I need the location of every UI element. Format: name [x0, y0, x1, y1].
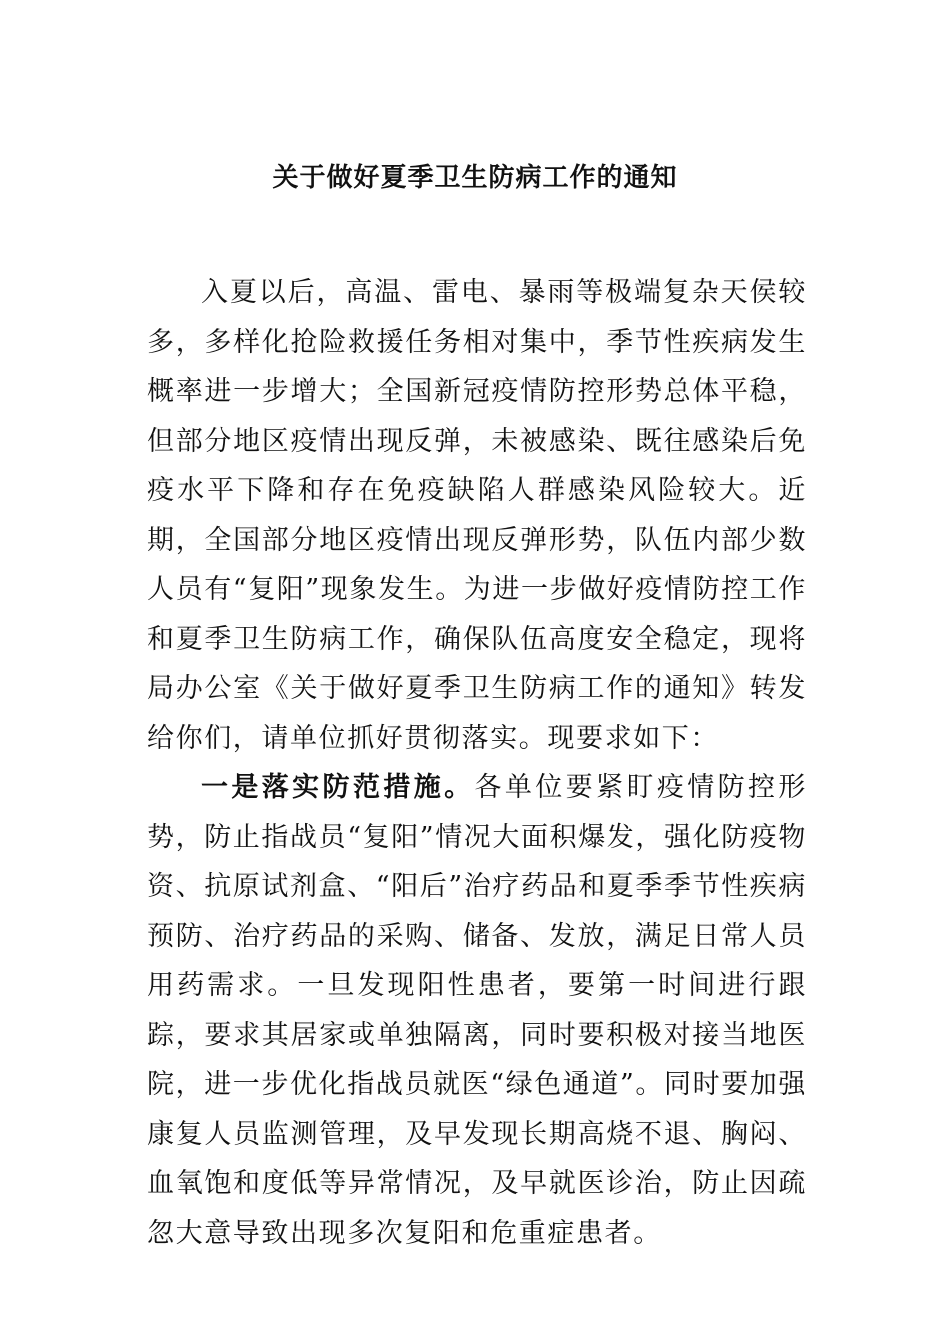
- paragraph-measures-lead: 一是落实防范措施。: [201, 772, 475, 803]
- paragraph-intro-text: 入夏以后，高温、雷电、暴雨等极端复杂天侯较多，多样化抢险救援任务相对集中，季节性疾病发生概率进一步增大；全国新冠疫情防控形势总体平稳，但部分地区疫情出现反弹，未被感染、既往感染后免疫水平下降和存在免疫缺陷人群感染风险较大。近期，全国部分地区疫情出现反弹形势，队伍内部少数人员有“复阳”现象发生。为进一步做好疫情防控工作和夏季卫生防病工作，确保队伍高度安全稳定，现将局办公室《关于做好夏季卫生防病工作的通知》转发给你们，请单位抓好贯彻落实。现要求如下：: [147, 277, 808, 754]
- paragraph-measures: [147, 763, 807, 1258]
- document-title: 关于做好夏季卫生防病工作的通知: [272, 163, 678, 193]
- document-body: [147, 268, 807, 1258]
- paragraph-measures-text: 各单位要紧盯疫情防控形势，防止指战员“复阳”情况大面积爆发，强化防疫物资、抗原试剂盒、“阳后”治疗药品和夏季季节性疾病预防、治疗药品的采购、储备、发放，满足日常人员用药需求。一旦发现阳性患者，要第一时间进行跟踪，要求其居家或单独隔离，同时要积极对接当地医院，进一步优化指战员就医“绿色通道”。同时要加强康复人员监测管理，及早发现长期高烧不退、胸闷、血氧饱和度低等异常情况，及早就医诊治，防止因疏忽大意导致出现多次复阳和危重症患者。: [147, 772, 808, 1249]
- paragraph-intro: [147, 268, 807, 763]
